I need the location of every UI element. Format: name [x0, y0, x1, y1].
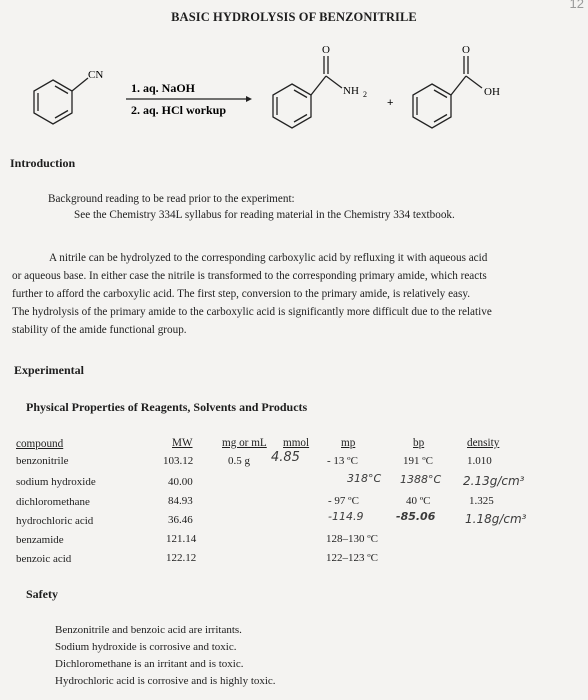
product1-oxygen: O — [322, 44, 330, 56]
step2-label: 2. aq. HCl workup — [131, 103, 227, 117]
cell-mp: 128–130 ºC — [326, 533, 378, 545]
cell-compound: sodium hydroxide — [16, 476, 96, 488]
plus-sign: + — [387, 97, 394, 109]
cell-density: 1.325 — [469, 495, 494, 507]
header-mg-or-ml: mg or mL — [222, 437, 267, 449]
safety-line: Sodium hydroxide is corrosive and toxic. — [55, 641, 237, 653]
intro-paragraph-line: further to afford the carboxylic acid. The first step, conversion to the primary amide, is relatively easy. — [12, 288, 471, 300]
cell-bp-handwritten: -85.06 — [396, 510, 436, 523]
cell-mp: 122–123 ºC — [326, 552, 378, 564]
product1-group: NH — [343, 85, 359, 97]
intro-paragraph-line: or aqueous base. In either case the nitrile is transformed to the corresponding primary amide, which reacts — [12, 270, 487, 282]
cell-density: 1.010 — [467, 455, 492, 467]
cell-mw: 122.12 — [166, 552, 197, 564]
background-line-1: Background reading to be read prior to the experiment: — [48, 193, 295, 205]
safety-line: Benzonitrile and benzoic acid are irritants. — [55, 624, 242, 636]
cell-mp: - 13 ºC — [327, 455, 358, 467]
cell-compound: benzonitrile — [16, 455, 69, 467]
benzamide-structure — [273, 56, 342, 128]
cell-bp: 40 ºC — [406, 495, 431, 507]
cell-compound: benzamide — [16, 534, 64, 546]
safety-heading: Safety — [26, 587, 58, 601]
cell-mw: 84.93 — [168, 495, 193, 507]
safety-line: Dichloromethane is an irritant and is toxic. — [55, 658, 244, 670]
cell-bp: 191 ºC — [403, 455, 433, 467]
cell-mw: 36.46 — [168, 514, 193, 526]
page-title: BASIC HYDROLYSIS OF BENZONITRILE — [171, 10, 417, 24]
header-density: density — [467, 437, 500, 449]
header-compound: compound — [16, 438, 64, 450]
intro-paragraph-line: stability of the amide functional group. — [12, 324, 187, 336]
safety-line: Hydrochloric acid is corrosive and is highly toxic. — [55, 675, 276, 687]
page-number: 12 — [569, 0, 584, 11]
product2-group: OH — [484, 86, 500, 98]
cell-mp: - 97 ºC — [328, 495, 359, 507]
product1-subscript: 2 — [363, 90, 367, 99]
cell-density-handwritten: 2.13g/cm³ — [463, 474, 525, 488]
cell-mass: 0.5 g — [228, 455, 250, 467]
cell-compound: benzoic acid — [16, 553, 72, 565]
background-line-2: See the Chemistry 334L syllabus for reading material in the Chemistry 334 textbook. — [74, 209, 455, 221]
cell-mw: 103.12 — [163, 455, 194, 467]
cell-mp-handwritten: 318°C — [347, 472, 382, 485]
header-mp: mp — [341, 437, 356, 449]
benzonitrile-structure — [34, 78, 88, 124]
cell-mmol-handwritten: 4.85 — [271, 450, 300, 465]
header-mw: MW — [172, 437, 193, 449]
cell-compound: dichloromethane — [16, 496, 90, 508]
cell-mw: 40.00 — [168, 476, 193, 488]
intro-paragraph-line: A nitrile can be hydrolyzed to the corresponding carboxylic acid by refluxing it with aqueous acid — [49, 252, 488, 264]
header-mmol: mmol — [283, 437, 310, 449]
cell-density-handwritten: 1.18g/cm³ — [465, 512, 527, 526]
reaction-scheme — [0, 36, 588, 156]
cell-compound: hydrochloric acid — [16, 515, 94, 527]
reactant-cn-label: CN — [88, 69, 104, 81]
intro-paragraph-line: The hydrolysis of the primary amide to the carboxylic acid is significantly more difficult due to the relative — [12, 306, 492, 318]
step1-label: 1. aq. NaOH — [131, 81, 196, 95]
cell-bp-handwritten: 1388°C — [400, 473, 442, 486]
experimental-heading: Experimental — [14, 363, 84, 377]
table-title: Physical Properties of Reagents, Solvents and Products — [26, 400, 308, 414]
header-bp: bp — [413, 437, 425, 449]
cell-mw: 121.14 — [166, 533, 197, 545]
cell-mp-handwritten: -114.9 — [328, 510, 364, 523]
benzoic-acid-structure — [413, 56, 482, 128]
product2-oxygen: O — [462, 44, 470, 56]
introduction-heading: Introduction — [10, 156, 76, 170]
